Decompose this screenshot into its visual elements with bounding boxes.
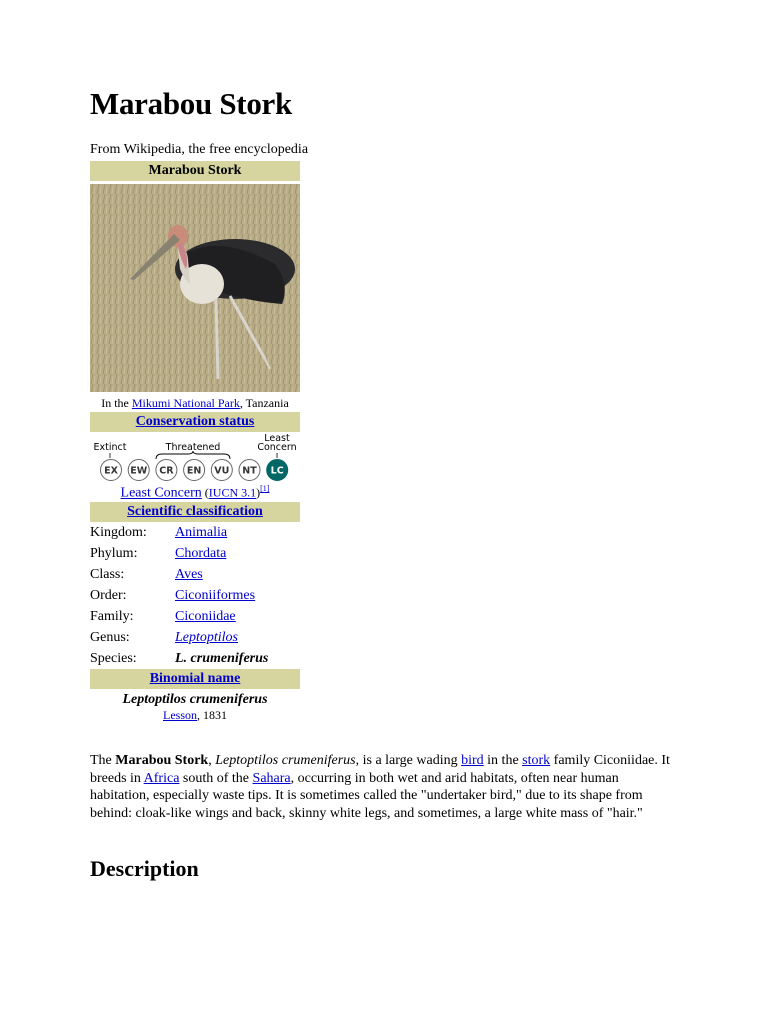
species-value: L. crumeniferus	[175, 651, 269, 666]
iucn-open: (	[201, 485, 209, 500]
scale-label-concern: Concern	[257, 442, 297, 453]
scale-label-threatened: Threatened	[165, 442, 221, 453]
status-badge-label: CR	[159, 465, 174, 477]
order-label: Order:	[90, 588, 127, 603]
stork-link[interactable]: stork	[522, 753, 551, 768]
binomial-header[interactable]	[90, 669, 300, 689]
status-line	[90, 484, 300, 502]
phylum-label: Phylum:	[90, 546, 138, 561]
status-badge-ex	[101, 460, 122, 481]
kingdom-link[interactable]: Animalia	[175, 525, 228, 540]
family-link[interactable]: Ciconiidae	[175, 609, 236, 624]
kingdom-label: Kingdom:	[90, 525, 147, 540]
classification-row	[90, 585, 300, 606]
lesson-link[interactable]: Lesson	[163, 708, 197, 722]
infobox	[90, 161, 300, 723]
ref-1-link[interactable]: [1]	[260, 484, 270, 493]
intro-scientific-name: Leptoptilos crumeniferus	[215, 753, 356, 768]
scale-label-least: Least	[264, 434, 290, 444]
binomial-name: Leptoptilos crumeniferus	[122, 692, 268, 707]
status-badge-label: VU	[214, 465, 230, 477]
mikumi-link[interactable]: Mikumi National Park	[131, 396, 240, 410]
intro-text: in the	[483, 753, 523, 768]
family-label: Family:	[90, 609, 134, 624]
scale-label-extinct: Extinct	[93, 442, 127, 453]
phylum-link[interactable]: Chordata	[175, 546, 227, 561]
order-link[interactable]: Ciconiiformes	[175, 588, 256, 603]
authority-year: , 1831	[197, 708, 227, 722]
classification-row	[90, 627, 300, 648]
status-badge-nt	[239, 460, 260, 481]
status-badge-vu	[211, 460, 232, 481]
genus-label: Genus:	[90, 630, 130, 645]
bird-photo[interactable]	[90, 184, 300, 392]
bird-link[interactable]: bird	[461, 753, 484, 768]
iucn-link[interactable]: IUCN 3.1	[208, 485, 257, 500]
genus-link[interactable]: Leptoptilos	[175, 630, 239, 645]
least-concern-link[interactable]: Least Concern	[120, 485, 202, 501]
stork-image	[90, 184, 300, 392]
conservation-status-link[interactable]: Conservation status	[135, 414, 255, 429]
status-badge-label: EN	[186, 465, 202, 477]
intro-text: family Ciconiidae. It breeds in	[90, 753, 670, 786]
status-badge-lc	[267, 460, 288, 481]
intro-bold-name: Marabou Stork	[115, 753, 209, 768]
species-label: Species:	[90, 651, 137, 666]
status-badge-ew	[128, 460, 149, 481]
status-badge-en	[184, 460, 205, 481]
intro-paragraph	[90, 752, 680, 822]
image-caption	[90, 395, 300, 412]
classification-header[interactable]	[90, 502, 300, 522]
intro-text: ,	[208, 753, 216, 768]
intro-text: , is a large wading	[355, 753, 462, 768]
status-badge-label: EX	[104, 465, 118, 477]
classification-row	[90, 564, 300, 585]
intro-text: The	[90, 753, 116, 768]
scientific-classification-link[interactable]: Scientific classification	[127, 504, 263, 519]
classification-row	[90, 522, 300, 543]
iucn-close: )	[256, 485, 261, 500]
authority	[90, 708, 300, 723]
intro-text: , occurring in both wet and arid habitats, often near human habitation, especially waste tips. It is sometimes called the "undertaker bird," due to its shape from behind: cloak-like wings and back, skinny white legs, and sometimes, a large white mass of "hair."	[90, 770, 643, 821]
classification-row	[90, 606, 300, 627]
caption-text: In the	[101, 396, 132, 410]
binomial-name-link[interactable]: Binomial name	[149, 671, 241, 686]
status-scale-graphic	[90, 434, 300, 486]
status-badge-label: LC	[270, 465, 284, 477]
sahara-link[interactable]: Sahara	[252, 770, 291, 786]
class-link[interactable]: Aves	[175, 567, 203, 582]
status-badge-cr	[156, 460, 177, 481]
classification-table	[90, 522, 300, 669]
status-badge-label: EW	[130, 465, 148, 477]
class-label: Class:	[90, 567, 125, 582]
classification-row	[90, 648, 300, 669]
page-title: Marabou Stork	[90, 86, 292, 121]
caption-suffix: , Tanzania	[239, 396, 289, 410]
africa-link[interactable]: Africa	[143, 770, 180, 786]
source-line: From Wikipedia, the free encyclopedia	[90, 142, 309, 157]
infobox-title: Marabou Stork	[90, 161, 300, 181]
intro-text: south of the	[179, 770, 253, 786]
conservation-header[interactable]	[90, 412, 300, 432]
status-badge-label: NT	[242, 465, 257, 477]
conservation-scale	[90, 432, 300, 502]
classification-row	[90, 543, 300, 564]
description-heading: Description	[90, 856, 199, 881]
